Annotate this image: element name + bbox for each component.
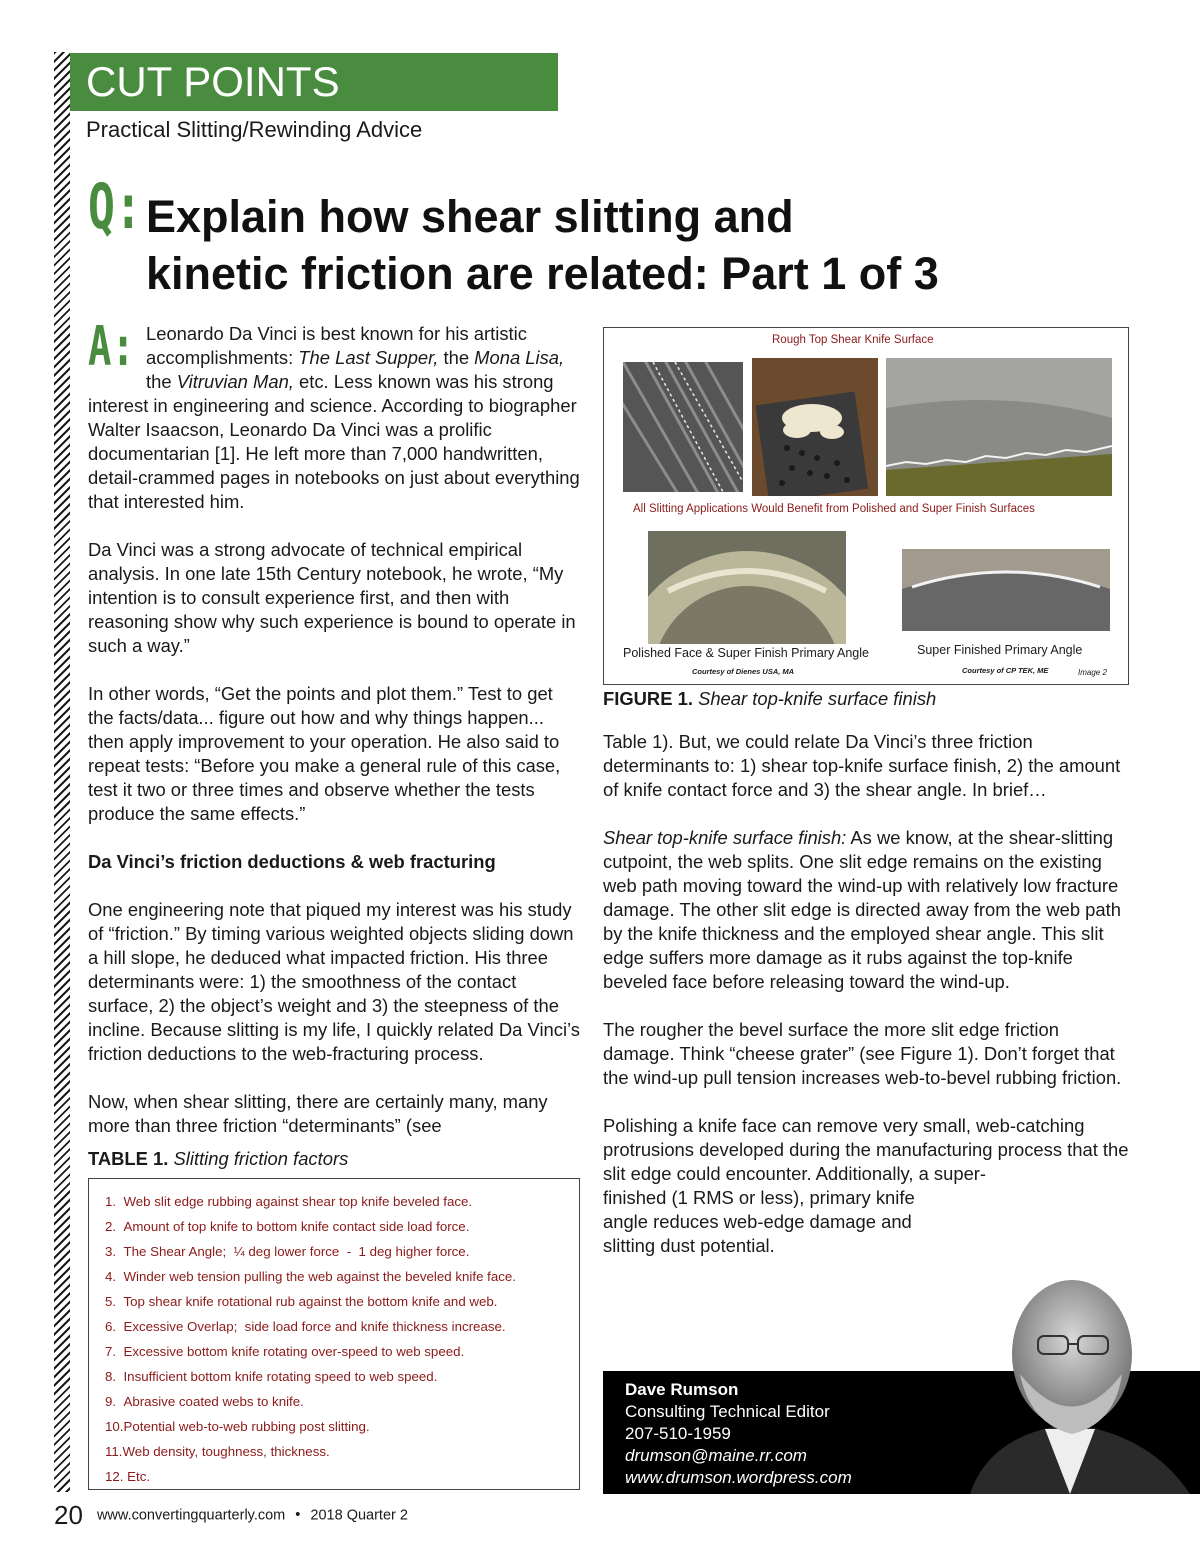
right-image-caption: Super Finished Primary Angle [917, 643, 1083, 657]
author-name: Dave Rumson [625, 1380, 739, 1399]
right-paragraph-4a: Polishing a knife face can remove very small, web-catching protrusions developed during the manufacturing process that the slit edge could encounter. Additionally, a super- [603, 1115, 1129, 1184]
table-item: 10.Potential web-to-web rubbing post slitting. [105, 1419, 370, 1434]
author-website: www.drumson.wordpress.com [625, 1468, 852, 1487]
author-title: Consulting Technical Editor [625, 1402, 830, 1421]
answer-marker: A: [88, 315, 135, 378]
table-item: 4. Winder web tension pulling the web against the beveled knife face. [105, 1269, 516, 1284]
figure-middle-label: All Slitting Applications Would Benefit from Polished and Super Finish Surfaces [633, 503, 1035, 515]
author-email: drumson@maine.rr.com [625, 1446, 807, 1465]
right-paragraph-4b: finished (1 RMS or less), primary knife [603, 1187, 915, 1208]
figure-top-label: Rough Top Shear Knife Surface [772, 334, 934, 346]
paragraph-1: Leonardo Da Vinci is best known for his artistic accomplishments: The Last Supper, the Mona Lisa, the Vitruvian Man, etc. Less known was his strong interest in engineering and science. According to biographer Walter Isaacson, Leonardo Da Vinci was a prolific documentarian [1]. He left more than 7,000 handwritten, detail-crammed pages in notebooks on just about everything that interested him. [88, 323, 580, 512]
right-image-courtesy: Courtesy of CP TEK, ME [962, 666, 1049, 675]
right-paragraph-1: Table 1). But, we could relate Da Vinci’s three friction determinants to: 1) shear top-knife surface finish, 2) the amount of knife contact force and 3) the shear angle. In brief… [603, 731, 1121, 800]
article-headline [146, 188, 1146, 302]
table-item: 3. The Shear Angle; ¼ deg lower force - 1 deg higher force. [105, 1244, 470, 1259]
table-item: 8. Insufficient bottom knife rotating speed to web speed. [105, 1369, 438, 1384]
author-bio-box [603, 1371, 1200, 1494]
footer-site: www.convertingquarterly.com [96, 1507, 286, 1524]
author-phone: 207-510-1959 [625, 1424, 731, 1443]
right-paragraph-4d: slitting dust potential. [603, 1235, 775, 1256]
headline-line-2: kinetic friction are related: Part 1 of 3 [146, 248, 939, 299]
right-column [603, 730, 1133, 1282]
super-finished-knife-image [902, 549, 1110, 631]
paragraph-3: In other words, “Get the points and plot them.” Test to get the facts/data... figure out how and why things happen... then apply improvement to your operation. He also said to repeat tests: “Before you make a general rule of this case, test it two or three times and observe whether the tests produce the same effects.” [88, 683, 561, 824]
left-image-caption: Polished Face & Super Finish Primary Angle [623, 646, 869, 660]
question-marker: Q: [88, 170, 142, 243]
right-paragraph-2-lead: Shear top-knife surface finish: [603, 827, 847, 848]
table-item: 11.Web density, toughness, thickness. [105, 1444, 330, 1459]
footer-separator: • [295, 1507, 301, 1524]
figure-1 [603, 327, 1129, 685]
author-bio-text [625, 1379, 852, 1489]
right-paragraph-4c: angle reduces web-edge damage and [603, 1211, 912, 1232]
cheese-grater-image [752, 358, 878, 496]
left-image-courtesy: Courtesy of Dienes USA, MA [692, 667, 795, 676]
paragraph-5: Now, when shear slitting, there are certainly many, many more than three friction “determinants” (see [88, 1091, 548, 1136]
author-photo [950, 1264, 1200, 1494]
page-footer [54, 1500, 408, 1531]
left-column [88, 315, 580, 1162]
rough-knife-edge-image [886, 358, 1112, 496]
table-caption [88, 1148, 348, 1170]
right-paragraph-2-body: As we know, at the shear-slitting cutpoint, the web splits. One slit edge remains on the existing web path moving toward the wind-up with relatively low fracture damage. The other slit edge is directed away from the web path by the knife thickness and the employed shear angle. This slit edge suffers more damage as it rubs against the top-knife beveled face before releasing toward the wind-up. [603, 827, 1121, 992]
rough-surface-closeup-image [623, 362, 743, 492]
friction-factors-table [88, 1178, 580, 1490]
figure-caption [603, 688, 936, 710]
image-tag: Image 2 [1078, 668, 1107, 677]
paragraph-2: Da Vinci was a strong advocate of technical empirical analysis. In one late 15th Century notebook, he wrote, “My intention is to consult experience first, and then with reasoning show why such experience is bound to operate in such a way.” [88, 539, 576, 656]
table-item: 2. Amount of top knife to bottom knife contact side load force. [105, 1219, 470, 1234]
polished-knife-image [648, 531, 846, 644]
right-paragraph-3: The rougher the bevel surface the more slit edge friction damage. Think “cheese grater” (see Figure 1). Don’t forget that the wind-up pull tension increases web-to-bevel rubbing friction. [603, 1019, 1122, 1088]
table-item: 7. Excessive bottom knife rotating over-speed to web speed. [105, 1344, 465, 1359]
table-item: 9. Abrasive coated webs to knife. [105, 1394, 304, 1409]
table-item: 6. Excessive Overlap; side load force and knife thickness increase. [105, 1319, 506, 1334]
table-item: 12. Etc. [105, 1469, 151, 1484]
right-paragraph-2 [603, 826, 1133, 994]
footer-issue: 2018 Quarter 2 [310, 1507, 408, 1524]
section-subtitle: Practical Slitting/Rewinding Advice [86, 117, 423, 142]
table-label: TABLE 1. [88, 1148, 169, 1169]
subheading: Da Vinci’s friction deductions & web fracturing [88, 851, 496, 872]
table-item: 1. Web slit edge rubbing against shear top knife beveled face. [105, 1194, 473, 1209]
paragraph-4: One engineering note that piqued my interest was his study of “friction.” By timing various weighted objects sliding down a hill slope, he deduced what impacted friction. His three determinants were: 1) the smoothness of the contact surface, 2) the object’s weight and 3) the steepness of the incline. Because slitting is my life, I quickly related Da Vinci’s friction deductions to the web-fracturing process. [88, 899, 580, 1064]
headline-line-1: Explain how shear slitting and [146, 191, 794, 242]
page-number: 20 [54, 1500, 83, 1530]
section-banner [70, 53, 558, 111]
table-caption-text: Slitting friction factors [173, 1148, 349, 1169]
figure-caption-text: Shear top-knife surface finish [698, 688, 937, 709]
right-paragraph-4 [603, 1114, 1133, 1258]
hatched-margin-rule [54, 52, 70, 1492]
section-title: CUT POINTS [86, 58, 340, 105]
figure-label: FIGURE 1. [603, 688, 693, 709]
table-item: 5. Top shear knife rotational rub against the bottom knife and web. [105, 1294, 498, 1309]
